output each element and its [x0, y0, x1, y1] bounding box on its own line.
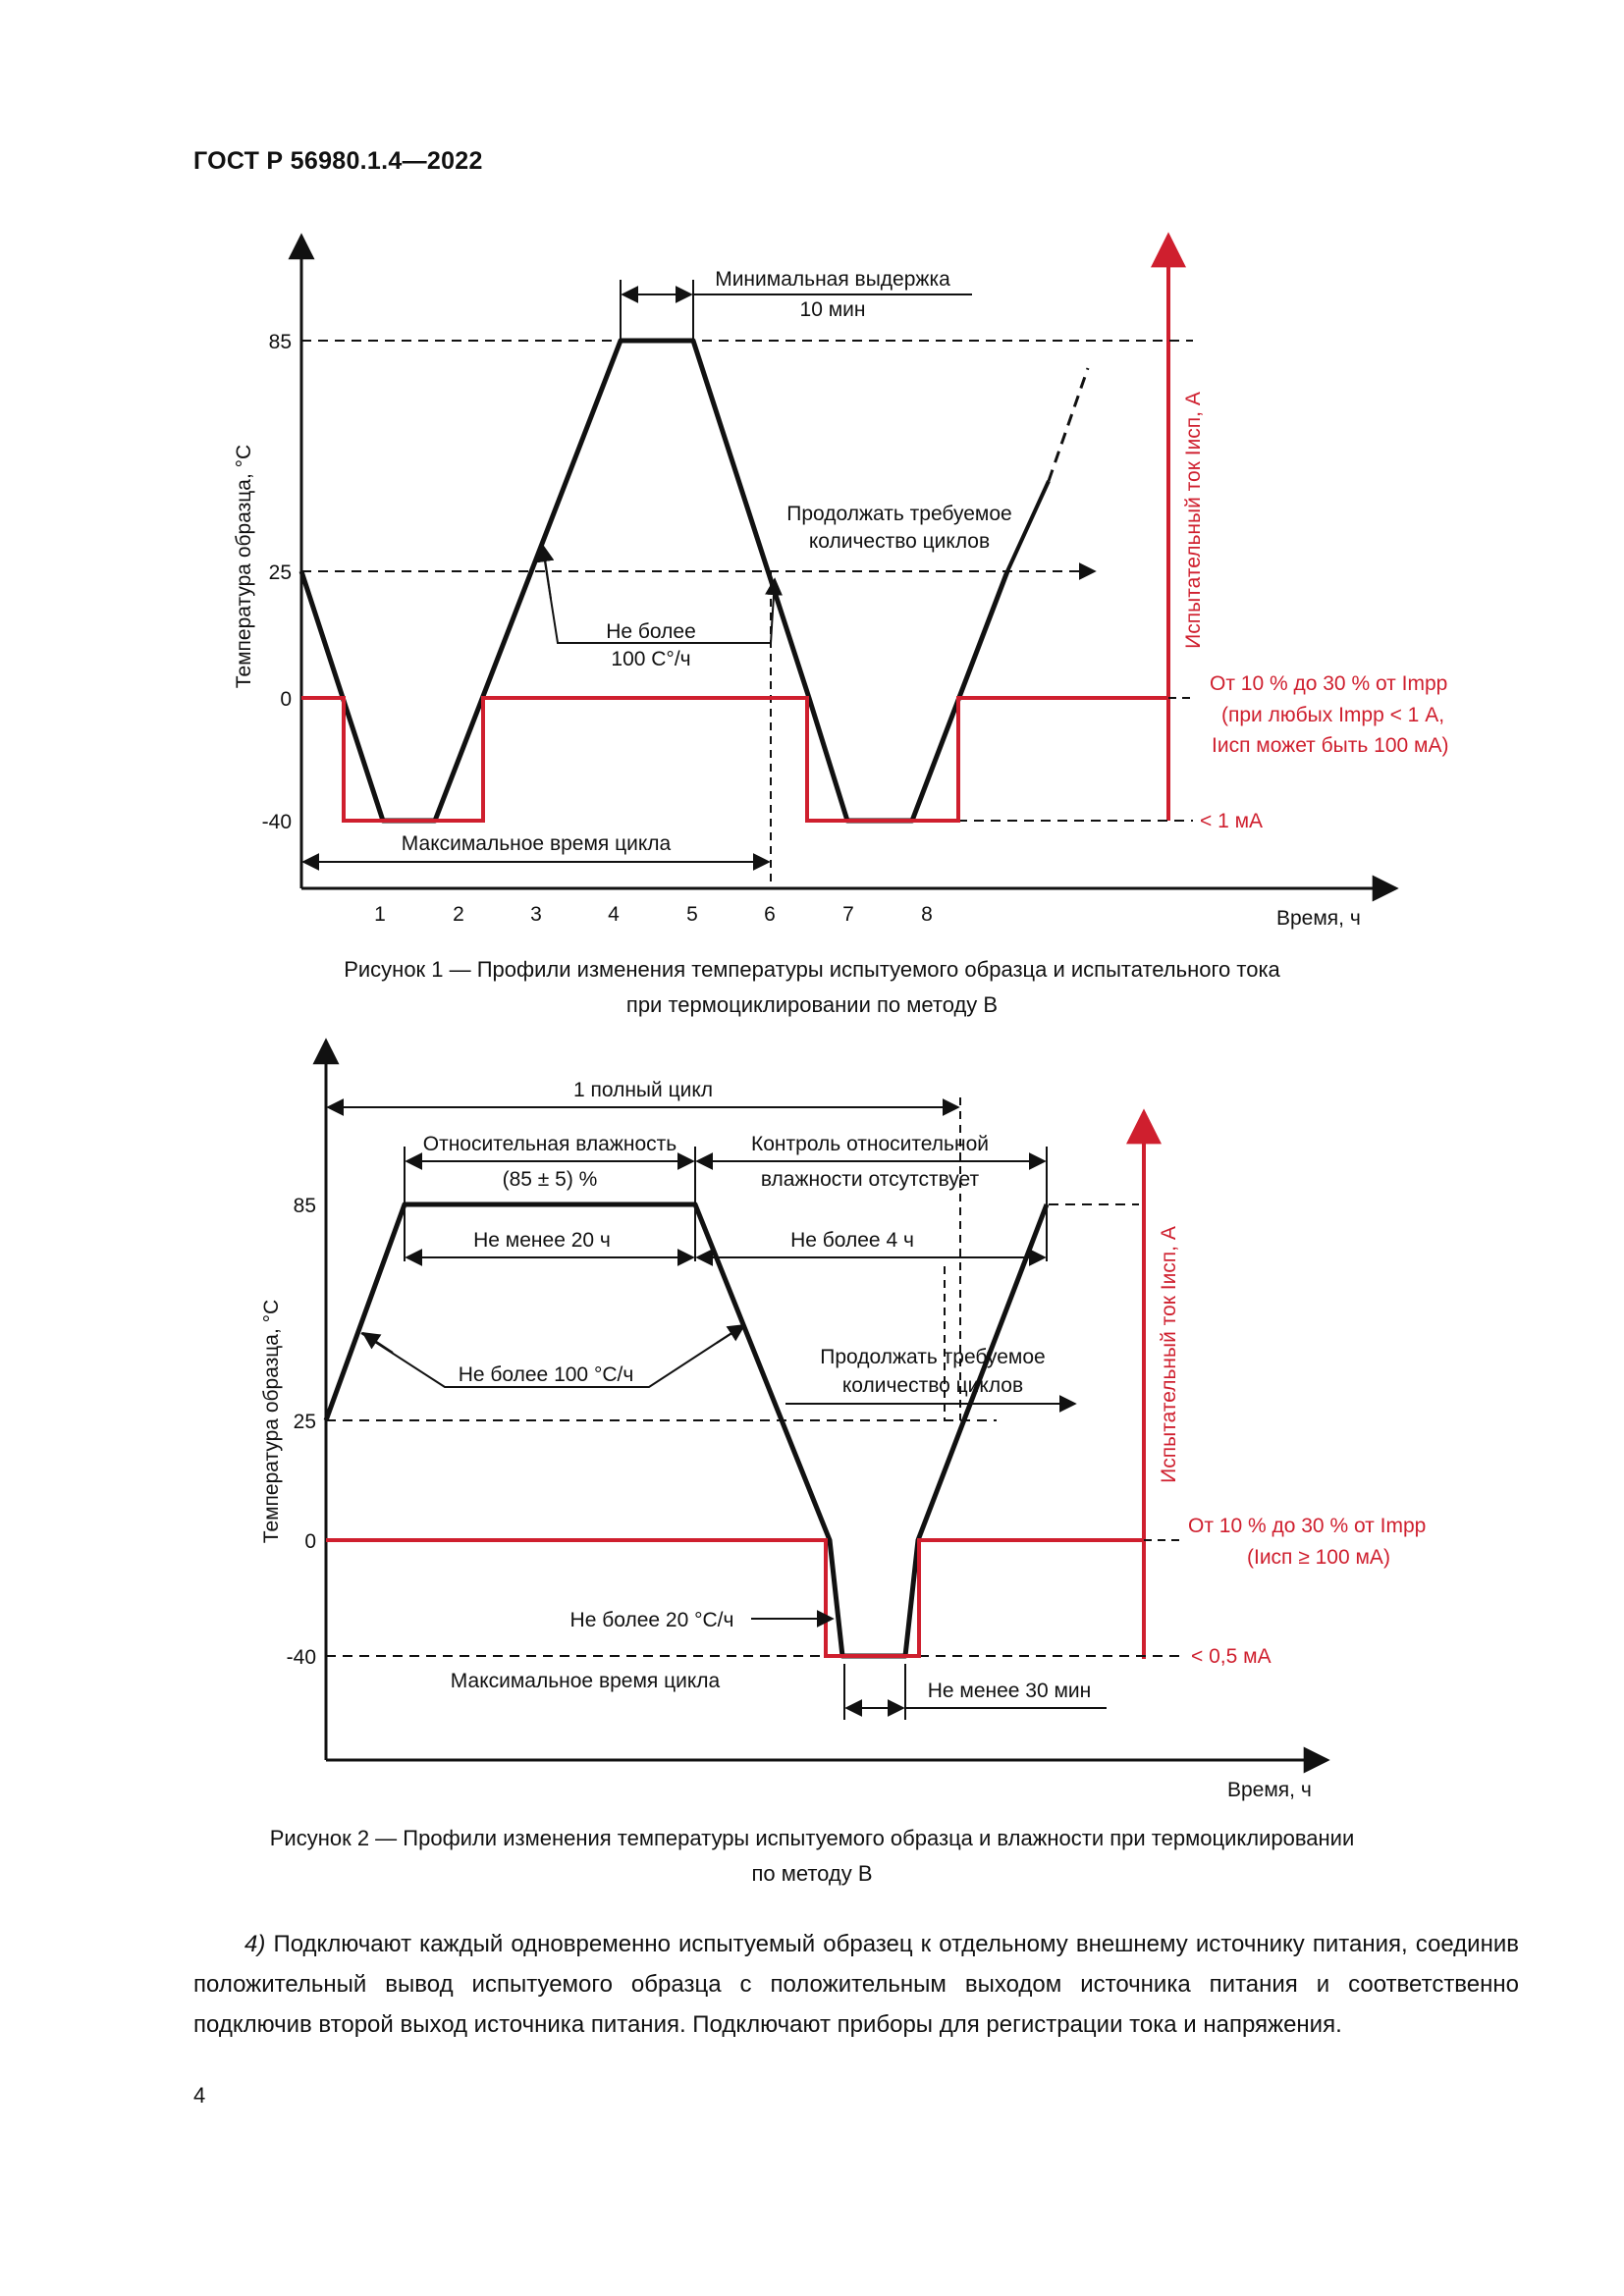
y-tick-0: 0	[280, 688, 292, 711]
temperature-profile	[326, 1204, 1047, 1656]
annotation-rate-line1: Не более	[606, 620, 696, 643]
x-tick-8: 8	[921, 903, 933, 926]
current-high-line2: (Iисп ≥ 100 мА)	[1247, 1546, 1390, 1569]
annotation-humidity-line1: Относительная влажность	[422, 1133, 677, 1155]
figure-1-caption-line2: при термоциклировании по методу B	[625, 992, 999, 1017]
current-high-line1: От 10 % до 30 % от Imрр	[1188, 1515, 1427, 1537]
current-low: < 1 мА	[1200, 810, 1264, 832]
current-high-line1: От 10 % до 30 % от Imрр	[1210, 672, 1448, 695]
body-paragraph	[193, 1924, 1519, 2045]
x-axis-label: Время, ч	[1227, 1779, 1312, 1801]
annotation-min-20h: Не менее 20 ч	[473, 1229, 611, 1252]
x-axis-label: Время, ч	[1276, 907, 1361, 930]
x-tick-6: 6	[764, 903, 776, 926]
annotation-continue-line2: количество циклов	[841, 1374, 1024, 1397]
x-tick-7: 7	[842, 903, 854, 926]
x-tick-5: 5	[686, 903, 698, 926]
y-tick-0: 0	[304, 1530, 316, 1553]
x-tick-4: 4	[608, 903, 620, 926]
annotation-humidity-line2: (85 ± 5) %	[502, 1168, 598, 1191]
page-number: 4	[193, 2083, 206, 2108]
annotation-rate-line2: 100 С°/ч	[611, 648, 691, 670]
y-tick-85: 85	[293, 1195, 316, 1217]
y-tick-85: 85	[268, 331, 292, 353]
annotation-no-humidity-line1: Контроль относительной	[751, 1133, 989, 1155]
annotation-rate-20: Не более 20 °С/ч	[569, 1609, 734, 1631]
annotation-max-cycle: Максимальное время цикла	[450, 1670, 721, 1692]
annotation-min-30min: Не менее 30 мин	[927, 1680, 1092, 1702]
right-axis-label: Испытательный ток Iисп, А	[1182, 392, 1205, 649]
annotation-full-cycle: 1 полный цикл	[572, 1079, 714, 1101]
paragraph-number: 4)	[244, 1931, 266, 1957]
right-axis-label: Испытательный ток Iисп, А	[1158, 1226, 1180, 1483]
x-tick-1: 1	[374, 903, 386, 926]
current-profile	[326, 1540, 1144, 1656]
rate-100-arrow-right	[717, 1325, 744, 1343]
current-low: < 0,5 мА	[1191, 1645, 1272, 1668]
y-tick-25: 25	[268, 561, 292, 584]
y-axis-label: Температура образца, °C	[260, 1299, 283, 1544]
figure-1-caption-line1: Рисунок 1 — Профили изменения температуры испытуемого образца и испытательного тока	[344, 957, 1280, 982]
annotation-continue-line1: Продолжать требуемое	[820, 1346, 1046, 1368]
annotation-min-hold-line2: 10 мин	[799, 298, 866, 321]
x-tick-3: 3	[530, 903, 542, 926]
annotation-max-cycle: Максимальное время цикла	[401, 832, 672, 855]
current-high-line3: Iисп может быть 100 мА)	[1212, 734, 1449, 757]
figure-2-caption	[0, 1821, 1624, 1892]
annotation-continue-line1: Продолжать требуемое	[786, 503, 1012, 525]
y-axis-label: Температура образца, °C	[233, 444, 255, 689]
x-tick-2: 2	[453, 903, 464, 926]
annotation-no-humidity-line2: влажности отсутствует	[760, 1168, 980, 1191]
annotation-continue-line2: количество циклов	[808, 530, 991, 553]
y-tick-neg40: -40	[286, 1646, 316, 1669]
annotation-max-4h: Не более 4 ч	[790, 1229, 914, 1252]
figure-2-caption-line2: по методу B	[751, 1861, 873, 1886]
y-tick-neg40: -40	[261, 811, 292, 833]
current-high-line2: (при любых Imрр < 1 А,	[1221, 704, 1445, 726]
annotation-min-hold-line1: Минимальная выдержка	[715, 268, 950, 291]
y-tick-25: 25	[293, 1411, 316, 1433]
document-header: ГОСТ Р 56980.1.4—2022	[193, 147, 483, 175]
figure-2-caption-line1: Рисунок 2 — Профили изменения температуры испытуемого образца и влажности при термоциклировании	[269, 1826, 1355, 1850]
paragraph-text: Подключают каждый одновременно испытуемый образец к отдельному внешнему источнику питания, соединив положительный вывод испытуемого образца с положительным выходом источника питания и соответственно подключив второй выход источника питания. Подключают приборы для регистрации тока и напряжения.	[193, 1931, 1519, 2038]
rate-100-arrow-left	[363, 1333, 393, 1353]
annotation-rate-100: Не более 100 °С/ч	[458, 1363, 634, 1386]
